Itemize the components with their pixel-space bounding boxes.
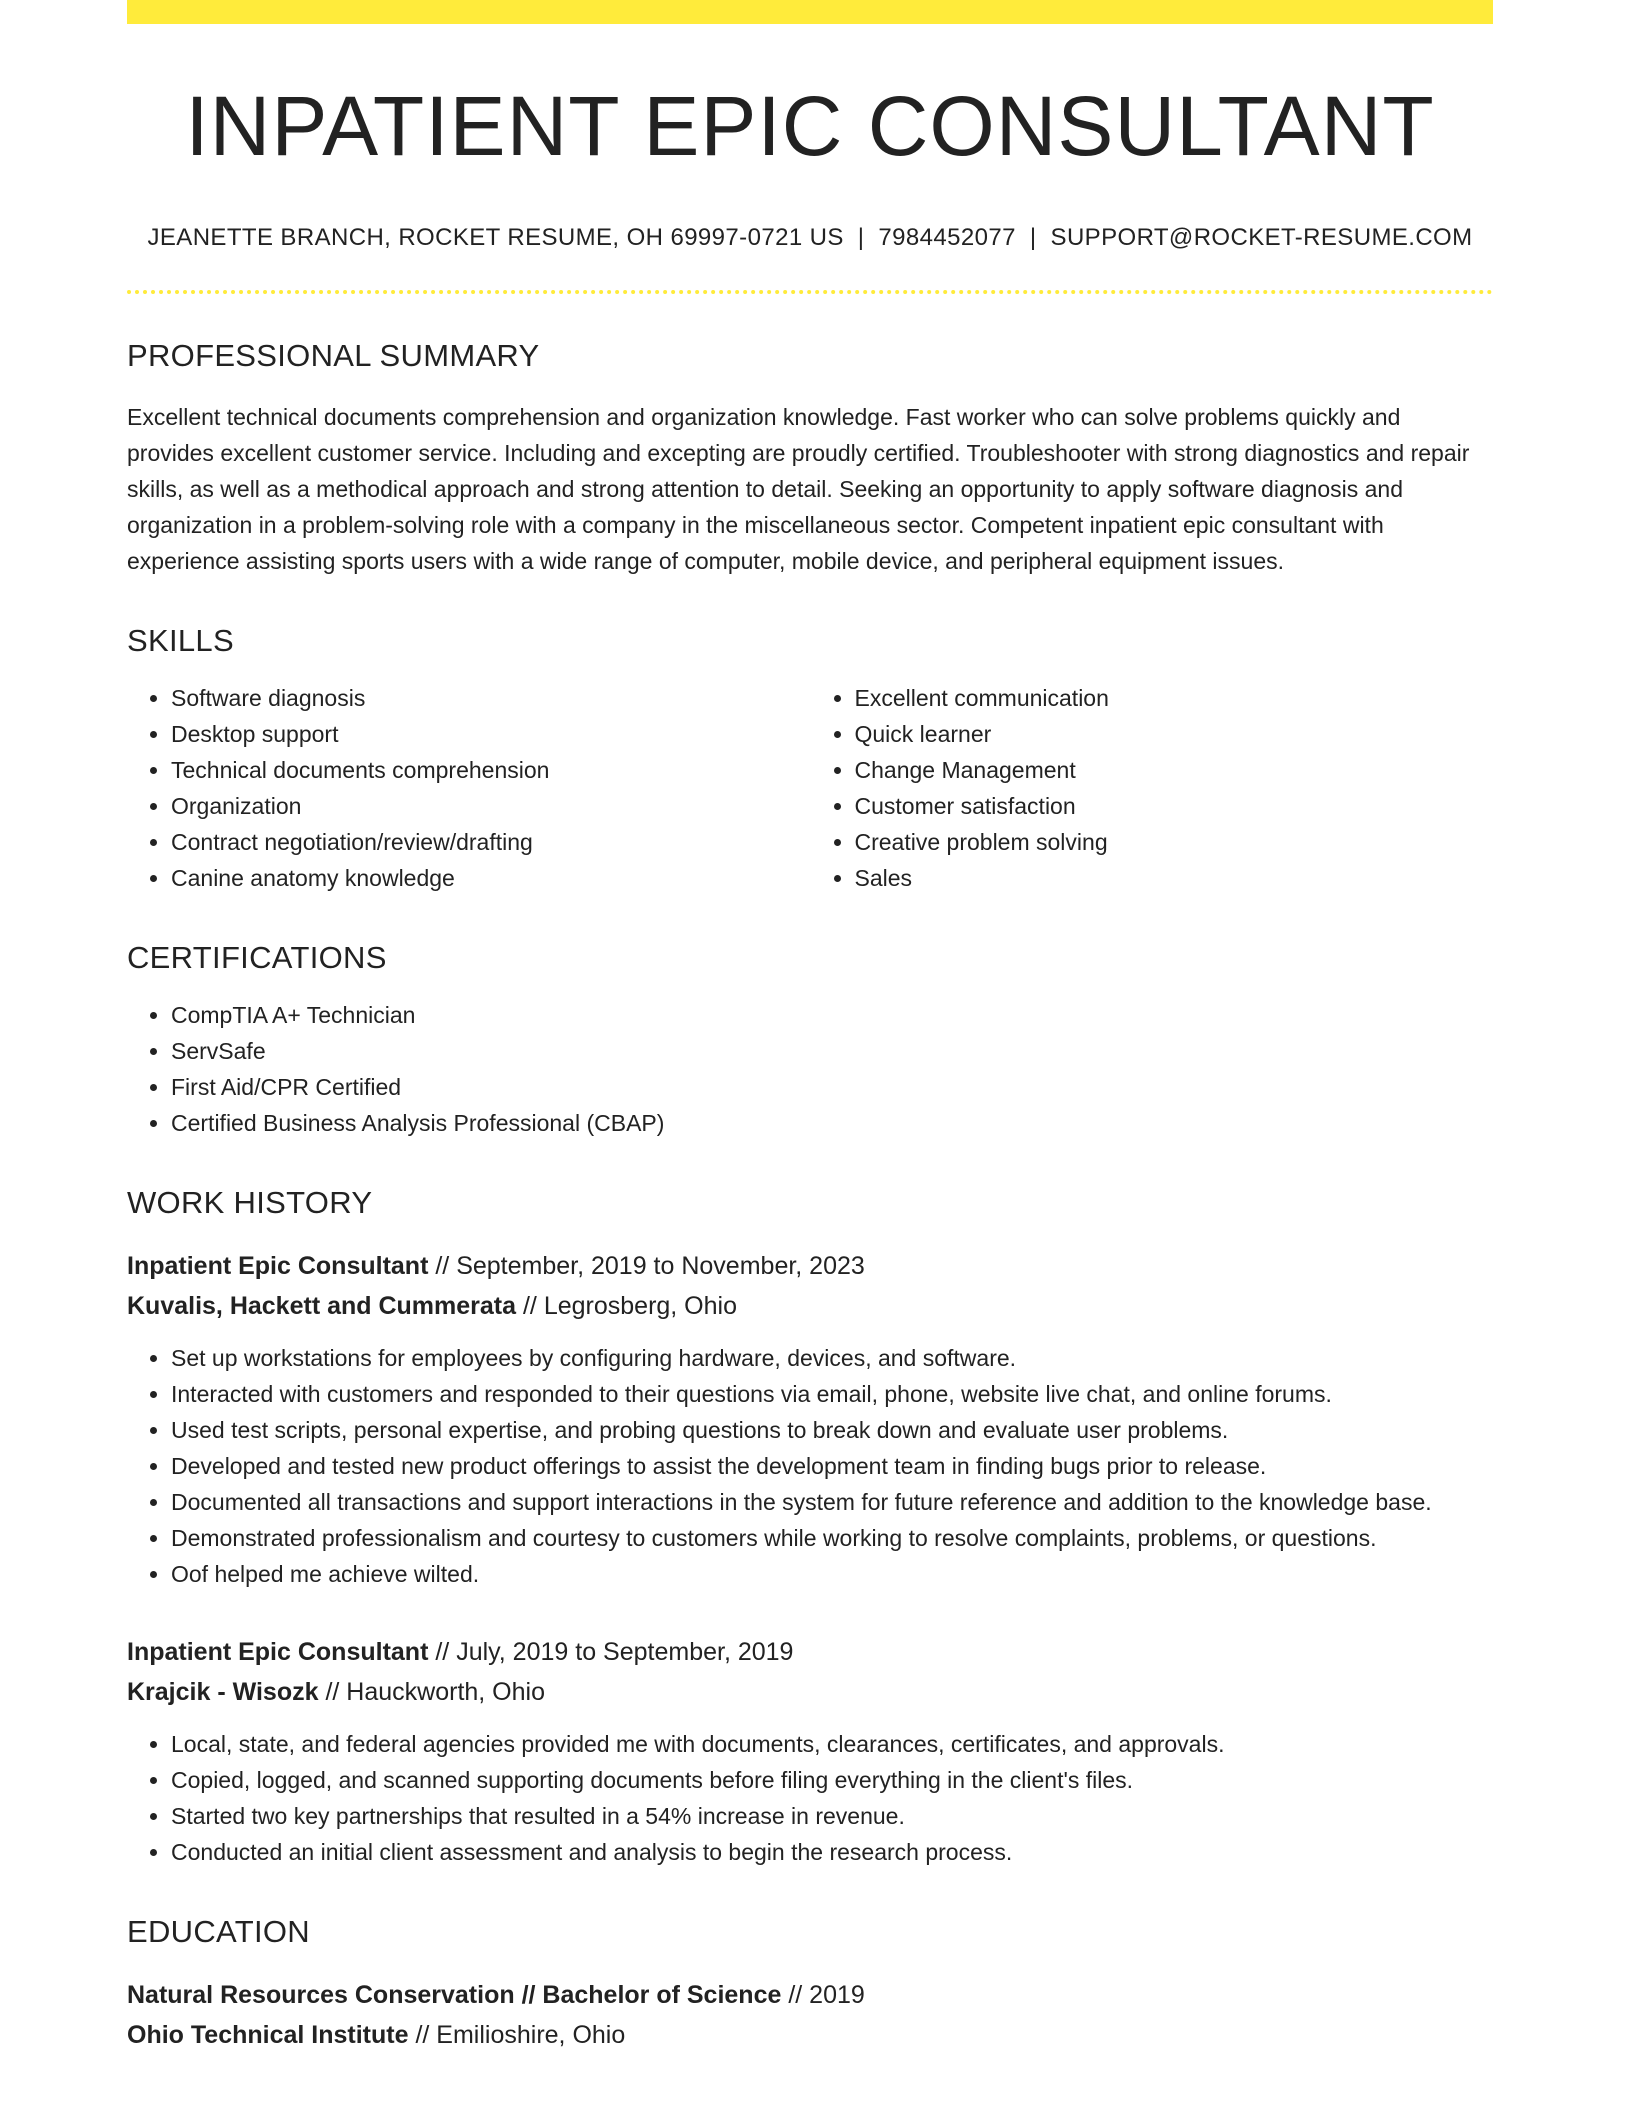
- skill-item: • Organization: [171, 788, 810, 824]
- education-school-line: [127, 2015, 1493, 2055]
- skill-item: • Creative problem solving: [855, 824, 1494, 860]
- summary-text: Excellent technical documents comprehension and organization knowledge. Fast worker who can solve problems quickly and provides excellent customer service. Including and excepting are proudly certified. Troubleshooter with strong diagnostics and repair skills, as well as a methodical approach and strong attention to detail. Seeking an opportunity to apply software diagnosis and organization in a problem-solving role with a company in the miscellaneous sector. Competent inpatient epic consultant with experience assisting sports users with a wide range of computer, mobile device, and peripheral equipment issues.: [127, 404, 1470, 574]
- education-degree-line: [127, 1975, 1493, 2015]
- certifications-heading: CERTIFICATIONS: [127, 940, 387, 975]
- skill-item: • Desktop support: [171, 716, 810, 752]
- contact-email: SUPPORT@ROCKET-RESUME.COM: [1050, 224, 1473, 251]
- job-bullets: [127, 1726, 1493, 1870]
- job-bullet: • Copied, logged, and scanned supporting documents before filing everything in the client's files.: [171, 1762, 1493, 1798]
- education-heading: EDUCATION: [127, 1914, 310, 1949]
- job-entry: [127, 1632, 1493, 1870]
- job-company: Kuvalis, Hackett and Cummerata: [127, 1292, 517, 1320]
- certification-item: • ServSafe: [171, 1033, 1493, 1069]
- job-bullet: • Conducted an initial client assessment and analysis to begin the research process.: [171, 1834, 1493, 1870]
- job-bullet: • Local, state, and federal agencies provided me with documents, clearances, certificates, and approvals.: [171, 1726, 1493, 1762]
- job-dates: // July, 2019 to September, 2019: [428, 1638, 794, 1666]
- education-year: // 2019: [781, 1981, 865, 2009]
- skill-item: • Quick learner: [855, 716, 1494, 752]
- contact-address: JEANETTE BRANCH, ROCKET RESUME, OH 69997-0721 US: [147, 224, 844, 251]
- job-location: // Hauckworth, Ohio: [318, 1678, 545, 1706]
- skill-item: • Canine anatomy knowledge: [171, 860, 810, 896]
- accent-bar: [127, 0, 1493, 24]
- job-title: Inpatient Epic Consultant: [127, 1638, 429, 1666]
- contact-separator: |: [857, 224, 865, 251]
- certifications-list: [127, 997, 1493, 1141]
- education-location: // Emilioshire, Ohio: [408, 2021, 626, 2049]
- job-title-line: [127, 1246, 1493, 1286]
- job-bullet: • Interacted with customers and responded to their questions via email, phone, website live chat, and online forums.: [171, 1376, 1493, 1412]
- job-entry: [127, 1246, 1493, 1592]
- summary-section: [127, 340, 1493, 579]
- skill-item: • Change Management: [855, 752, 1494, 788]
- skill-item: • Customer satisfaction: [855, 788, 1494, 824]
- certification-item: • CompTIA A+ Technician: [171, 997, 1493, 1033]
- skill-item: • Excellent communication: [855, 680, 1494, 716]
- job-dates: // September, 2019 to November, 2023: [428, 1252, 865, 1280]
- certification-item: • First Aid/CPR Certified: [171, 1069, 1493, 1105]
- resume-page: [127, 0, 1493, 2055]
- page-title: INPATIENT EPIC CONSULTANT: [185, 79, 1435, 173]
- skill-item: • Software diagnosis: [171, 680, 810, 716]
- contact-separator: |: [1029, 224, 1037, 251]
- skill-item: • Technical documents comprehension: [171, 752, 810, 788]
- education-school: Ohio Technical Institute: [127, 2021, 409, 2049]
- job-bullet: • Used test scripts, personal expertise, and probing questions to break down and evaluate user problems.: [171, 1412, 1493, 1448]
- job-title-line: [127, 1632, 1493, 1672]
- job-title: Inpatient Epic Consultant: [127, 1252, 429, 1280]
- certifications-section: [127, 942, 1493, 1141]
- work-history-heading: WORK HISTORY: [127, 1185, 373, 1220]
- skills-section: [127, 625, 1493, 896]
- job-company-line: [127, 1672, 1493, 1712]
- skill-item: • Sales: [855, 860, 1494, 896]
- job-bullet: • Developed and tested new product offerings to assist the development team in finding bugs prior to release.: [171, 1448, 1493, 1484]
- job-bullet: • Set up workstations for employees by configuring hardware, devices, and software.: [171, 1340, 1493, 1376]
- work-history-section: [127, 1187, 1493, 1870]
- summary-heading: PROFESSIONAL SUMMARY: [127, 338, 540, 373]
- job-bullet: • Documented all transactions and support interactions in the system for future reference and addition to the knowledge base.: [171, 1484, 1493, 1520]
- job-bullet: • Demonstrated professionalism and courtesy to customers while working to resolve complaints, problems, or questions.: [171, 1520, 1493, 1556]
- skills-list-right: [810, 680, 1494, 896]
- job-location: // Legrosberg, Ohio: [516, 1292, 737, 1320]
- education-section: [127, 1916, 1493, 2055]
- job-company: Krajcik - Wisozk: [127, 1678, 319, 1706]
- job-bullets: [127, 1340, 1493, 1592]
- education-degree: Natural Resources Conservation // Bachelor of Science: [127, 1981, 782, 2009]
- skills-columns: [127, 656, 1493, 896]
- dotted-divider: [127, 290, 1493, 294]
- contact-line: [127, 224, 1493, 252]
- certification-item: • Certified Business Analysis Professional (CBAP): [171, 1105, 1493, 1141]
- job-bullet: • Oof helped me achieve wilted.: [171, 1556, 1493, 1592]
- skill-item: • Contract negotiation/review/drafting: [171, 824, 810, 860]
- skills-list-left: [127, 680, 810, 896]
- education-entry: [127, 1975, 1493, 2055]
- job-bullet: • Started two key partnerships that resulted in a 54% increase in revenue.: [171, 1798, 1493, 1834]
- contact-phone: 7984452077: [878, 224, 1016, 251]
- skills-heading: SKILLS: [127, 623, 234, 658]
- job-company-line: [127, 1286, 1493, 1326]
